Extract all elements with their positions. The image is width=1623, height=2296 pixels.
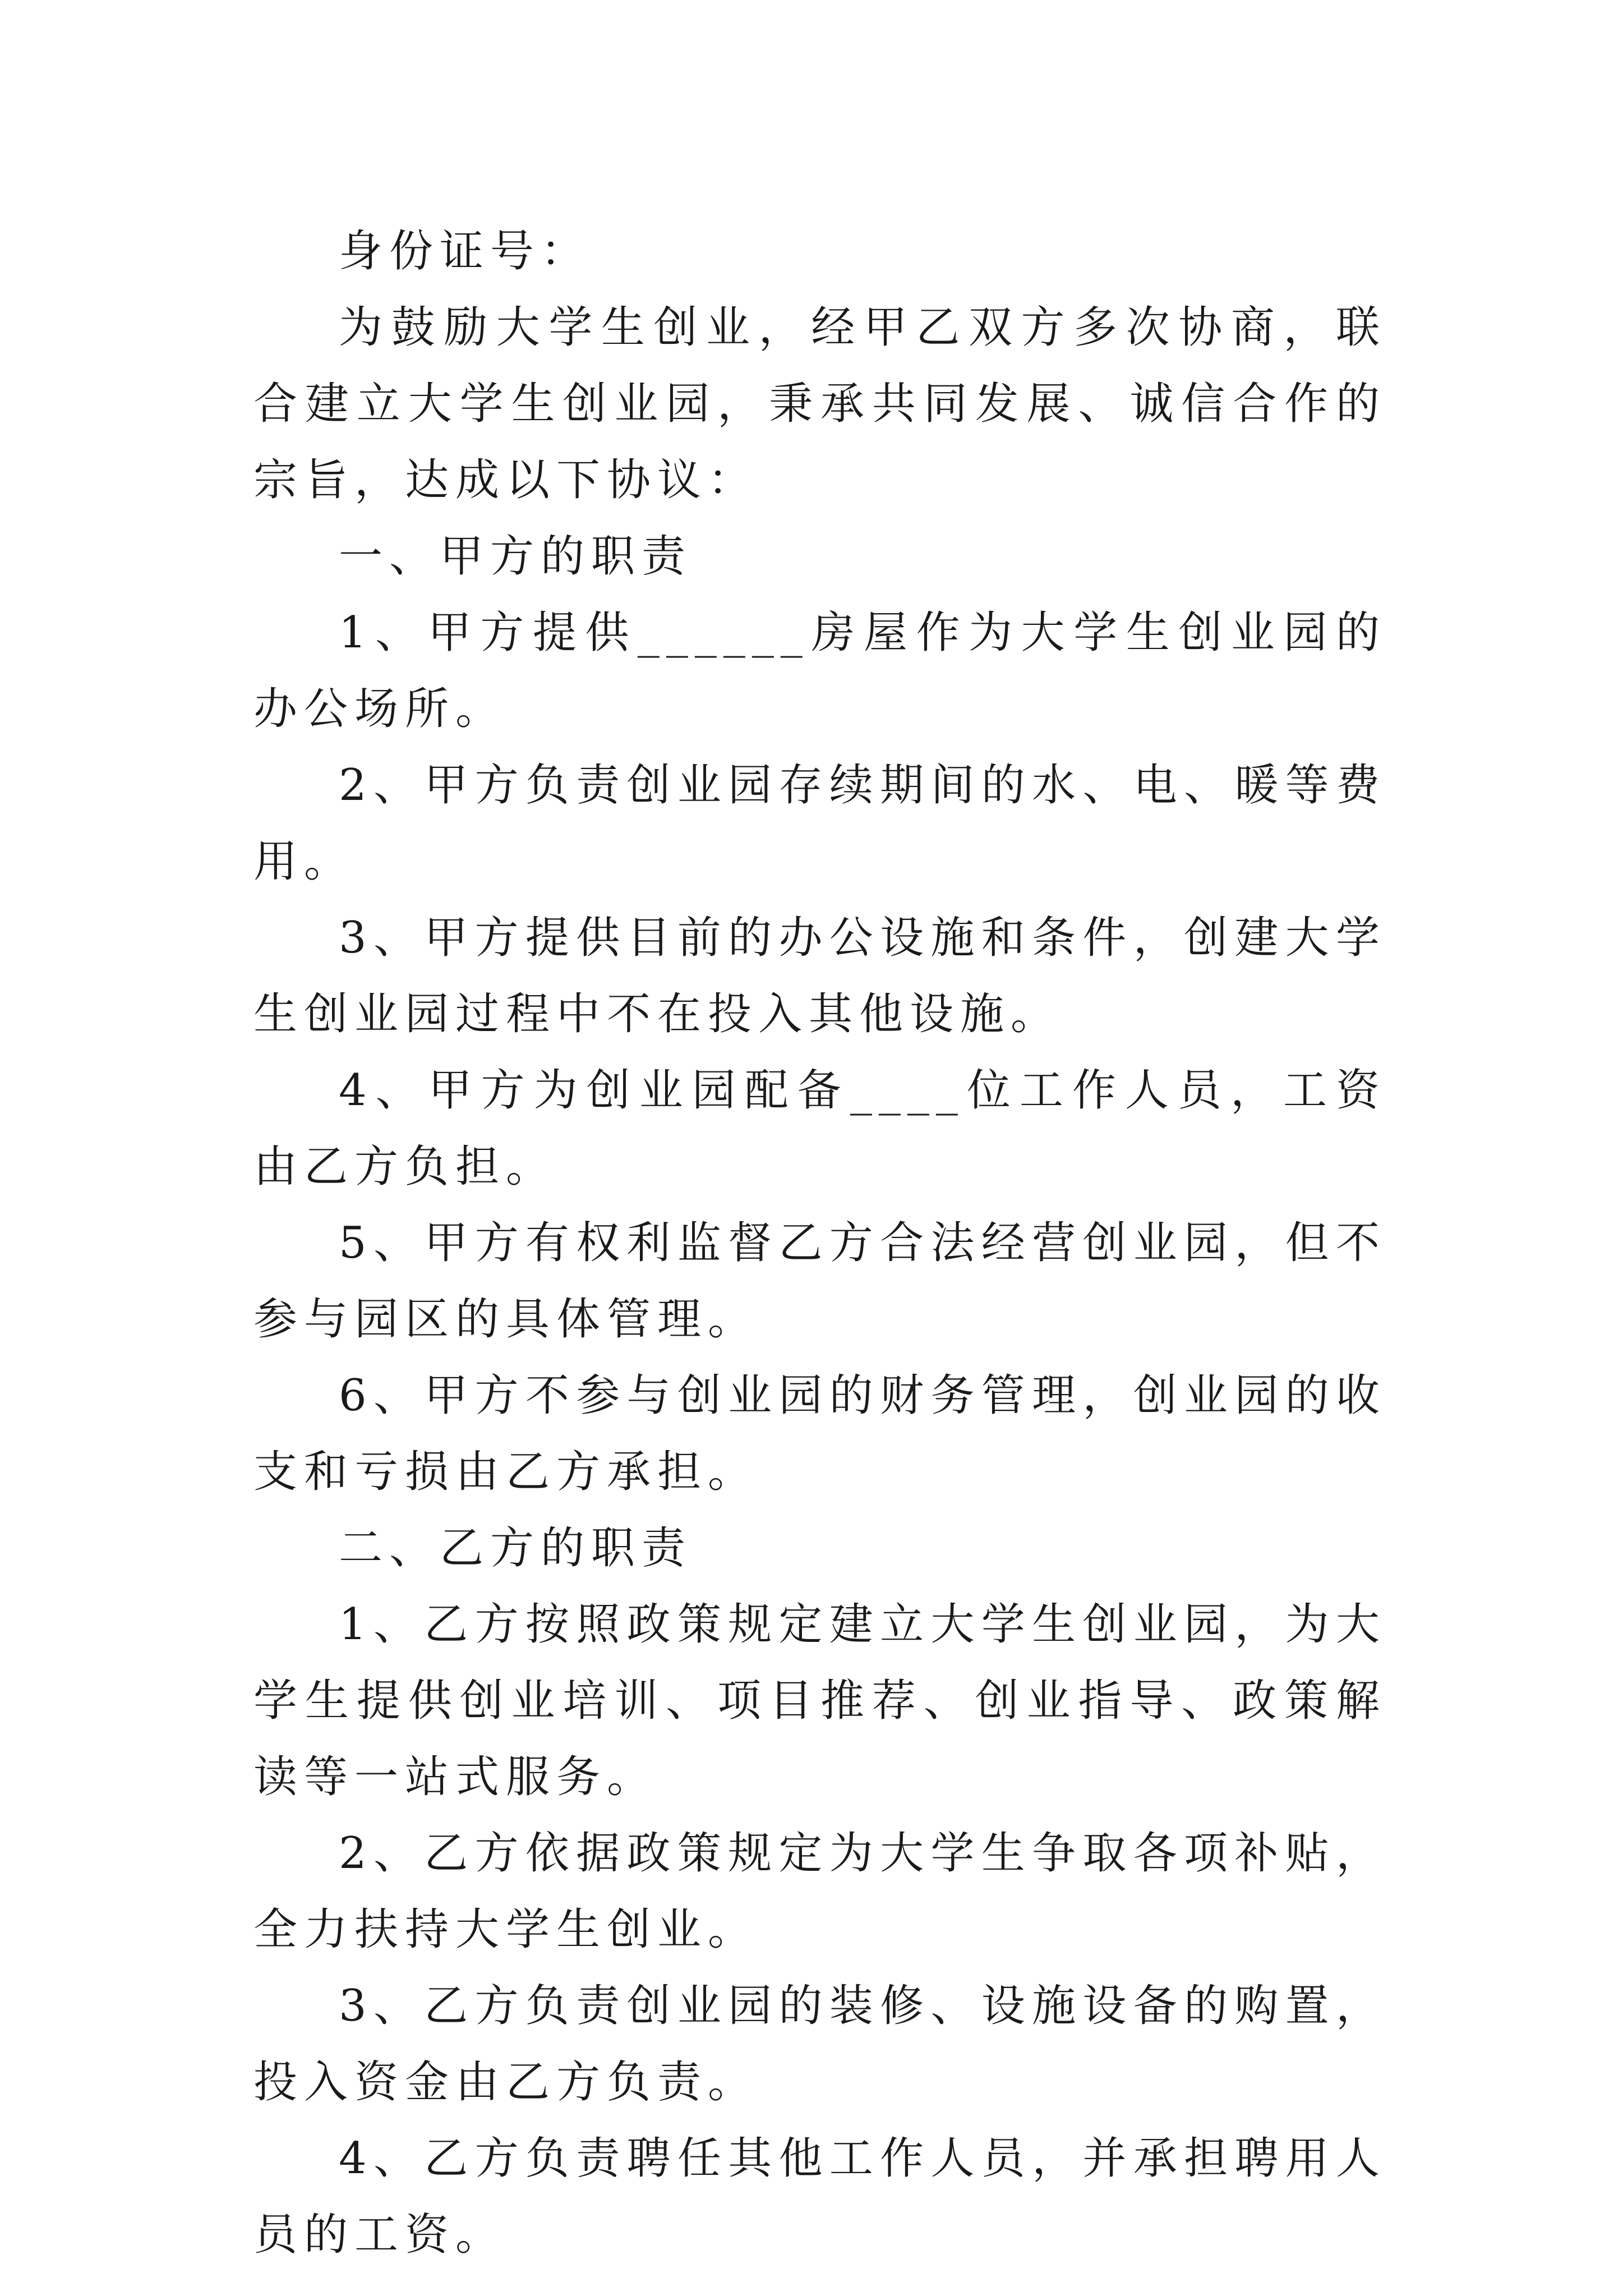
section-heading-party-b: 二、乙方的职责 xyxy=(339,1523,693,1573)
party-b-clause-1: 1、乙方按照政策规定建立大学生创业园，为大学生提供创业培训、项目推荐、创业指导、政策解读等一站式服务。 xyxy=(253,1599,1386,1802)
preamble-paragraph: 为鼓励大学生创业，经甲乙双方多次协商，联合建立大学生创业园，秉承共同发展、诚信合作的宗旨，达成以下协议： xyxy=(253,302,1386,505)
id-number-line: 身份证号： xyxy=(339,226,592,277)
section-heading-party-a: 一、甲方的职责 xyxy=(339,531,693,582)
party-b-clause-4: 4、乙方负责聘任其他工作人员，并承担聘用人员的工资。 xyxy=(253,2133,1386,2260)
party-a-clause-6: 6、甲方不参与创业园的财务管理，创业园的收支和亏损由乙方承担。 xyxy=(253,1370,1386,1497)
party-a-clause-3: 3、甲方提供目前的办公设施和条件，创建大学生创业园过程中不在投入其他设施。 xyxy=(253,913,1386,1039)
party-a-clause-2: 2、甲方负责创业园存续期间的水、电、暖等费用。 xyxy=(253,760,1386,887)
party-a-clause-1: 1、甲方提供______房屋作为大学生创业园的办公场所。 xyxy=(253,608,1386,734)
party-b-clause-2: 2、乙方依据政策规定为大学生争取各项补贴，全力扶持大学生创业。 xyxy=(253,1828,1386,1955)
party-b-clause-3: 3、乙方负责创业园的装修、设施设备的购置，投入资金由乙方负责。 xyxy=(253,1981,1386,2108)
party-a-clause-5: 5、甲方有权利监督乙方合法经营创业园，但不参与园区的具体管理。 xyxy=(253,1218,1386,1345)
party-a-clause-4: 4、甲方为创业园配备____位工作人员，工资由乙方负担。 xyxy=(253,1065,1386,1192)
document-body xyxy=(253,213,1386,2273)
